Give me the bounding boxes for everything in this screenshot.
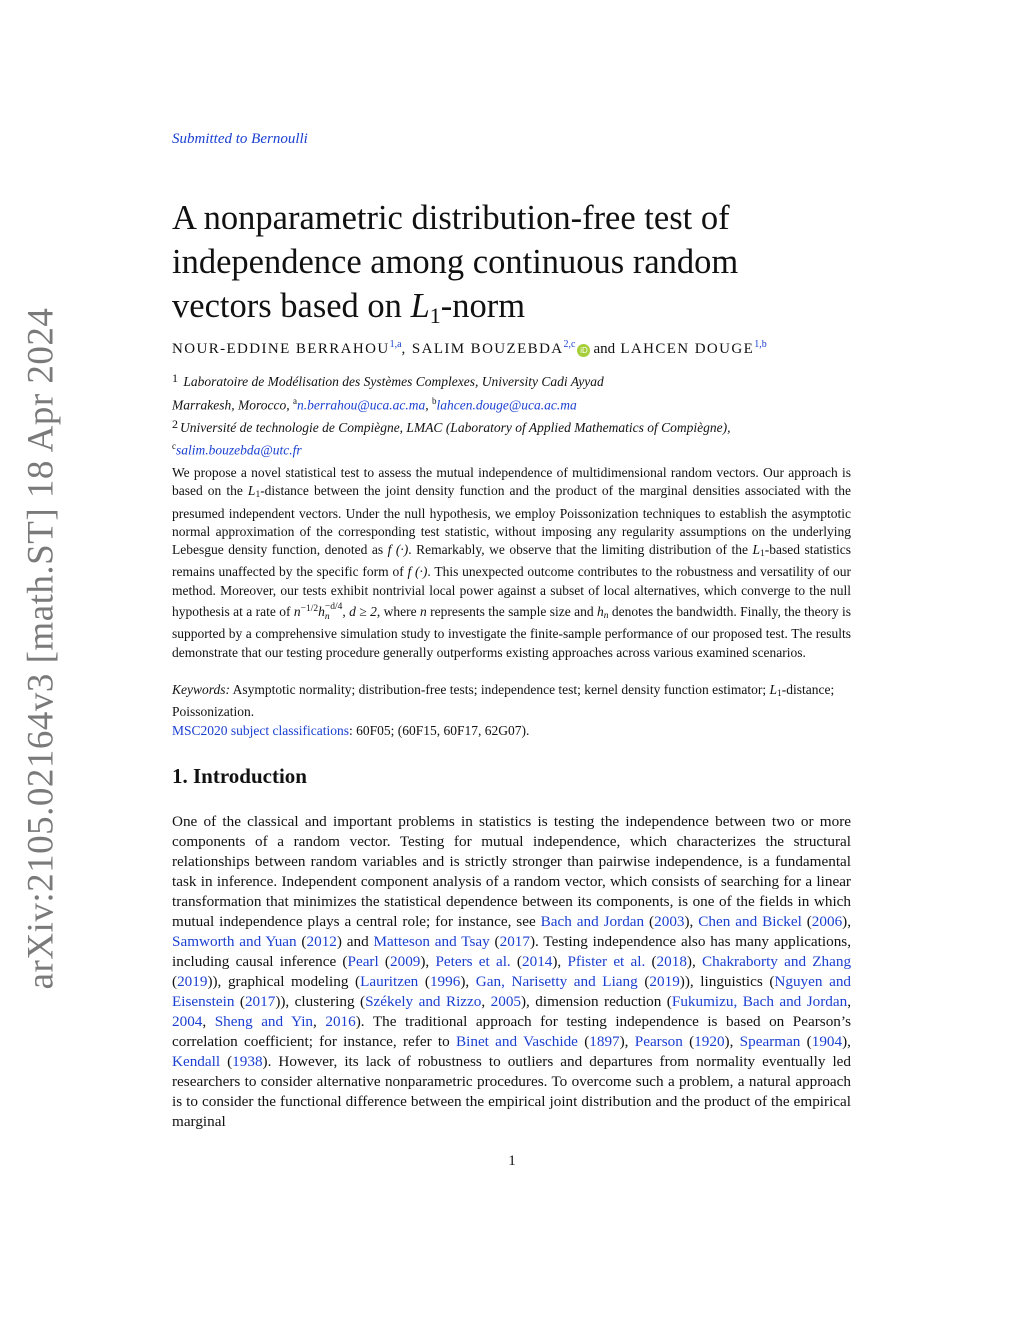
citation-link[interactable]: Székely and Rizzo xyxy=(365,993,482,1010)
math-subscript: n xyxy=(324,612,330,623)
citation-link[interactable]: Binet and Vaschide xyxy=(456,1033,578,1050)
affiliation-1-cont: Marrakesh, Morocco, $^a$n.berrahou@uca.ac.ma, $^b$lahcen.douge@uca.ac.ma xyxy=(172,395,577,412)
keywords-label: Keywords: xyxy=(172,682,230,697)
title-line-1: A nonparametric distribution-free test of xyxy=(172,199,730,237)
keywords-line xyxy=(172,681,852,722)
citation-year-link[interactable]: 2012 xyxy=(306,933,337,950)
citation-year-link[interactable]: 2009 xyxy=(390,953,421,970)
citation-link[interactable]: Spearman xyxy=(739,1033,801,1050)
body-text: and xyxy=(341,933,374,950)
citation-link[interactable]: Nguyen and Eisenstein xyxy=(172,973,852,1010)
abstract-text: denotes the bandwidth. Finally, the theory is supported by a comprehensive simulation study to investigate the finite-sample performance of our proposed test. The results demonstrate that our testing procedure generally outperforms existing approaches across various examined scenarios. xyxy=(172,604,851,660)
email-douge-link[interactable]: lahcen.douge@uca.ac.ma xyxy=(436,397,577,412)
email-bouzebda-link[interactable]: salim.bouzebda@utc.fr xyxy=(176,442,302,458)
citation-link[interactable]: Pfister et al. xyxy=(567,953,646,970)
title-line-3-post: -norm xyxy=(440,287,526,325)
author-bouzebda: SALIM BOUZEBDA xyxy=(411,341,564,357)
affil-1-number: 1 xyxy=(172,371,178,385)
submitted-to-link[interactable]: Submitted to Bernoulli xyxy=(172,131,308,147)
keywords-text: -distance; Poissonization. xyxy=(172,682,835,720)
body-text: Testing independence also has many applications, including causal inference ( xyxy=(172,933,852,970)
body-text: ), dimension reduction ( xyxy=(521,993,672,1010)
email-berrahou-link[interactable]: n.berrahou@uca.ac.ma xyxy=(296,397,426,412)
citation-year-link[interactable]: 2017 xyxy=(244,993,276,1010)
introduction-body xyxy=(172,812,851,1132)
msc-line xyxy=(172,722,852,740)
math-h: h xyxy=(318,604,325,620)
math-subscript: n xyxy=(603,611,609,622)
abstract-text: . Remarkably, we observe that the limiting distribution of the xyxy=(408,542,753,558)
affiliation-2 xyxy=(172,415,731,438)
body-text: . However, its lack of robustness to outliers and departures from normality eventually led researchers to consider alternative nonparametric procedures. To overcome such a problem, a natural approach is to consider the functional difference between the empirical joint distribution and the product of the empirical marginal xyxy=(172,1053,851,1130)
author-bouzebda-affil-link[interactable]: 2,c xyxy=(563,339,576,350)
citation-link[interactable]: Pearl xyxy=(347,953,379,970)
math-f: f (·) xyxy=(387,542,409,558)
author-douge-affil-link[interactable]: 1,b xyxy=(754,339,767,350)
body-text: ), linguistics ( xyxy=(684,973,775,990)
math-h: h xyxy=(596,604,604,620)
citation-year-link[interactable]: 2018 xyxy=(656,953,687,970)
citation-year-link[interactable]: 2003 xyxy=(654,913,685,930)
citation-link[interactable]: Pearson xyxy=(634,1033,683,1050)
abstract-text: We propose a novel statistical test to assess the mutual independence of multidimensional random vectors. Our approach is based on the xyxy=(172,465,851,499)
affil-1-location: Marrakesh, Morocco, xyxy=(172,397,293,412)
body-text: ). The traditional approach for testing independence is based on Pearson’s correlation coefficient; for instance, refer to xyxy=(172,1013,852,1050)
math-subscript: 1 xyxy=(255,490,261,501)
affiliations xyxy=(172,369,731,460)
introduction-paragraph: One of the classical and important problems in statistics is testing the independence between two or more components of a random vector. Testing for mutual independence, which characterizes the structural relationships between random variables and is strictly stronger than pairwise independence, is a fundamental task in inference. Independent component analysis of a random vector, which consists of searching for a linear transformation that minimizes the statistical dependence between its components, is one of the fields in which mutual independence plays a central role; for instance, see Bach and Jordan (2003), Chen and Bickel (2006), Samworth and Yuan (2012) and Matteson and Tsay (2017). Testing independence also has many applications, including causal inference (Pearl (2009), Peters et al. (2014), Pfister et al. (2018), Chakraborty and Zhang (2019)), graphical modeling (Lauritzen (1996), Gan, Narisetty and Liang (2019)), linguistics (Nguyen and Eisenstein (2017)), clustering (Székely and Rizzo, 2005), dimension reduction (Fukumizu, Bach and Jordan, 2004, Sheng and Yin, 2016). The traditional approach for testing independence is based on Pearson’s correlation coefficient; for instance, refer to Binet and Vaschide (1897), Pearson (1920), Spearman (1904), Kendall (1938). However, its lack of robustness to outliers and departures from normality eventually led researchers to consider alternative nonparametric procedures. To overcome such a problem, a natural approach is to consider the functional difference between the empirical joint distribution and the product of the empirical marginal xyxy=(172,813,852,1130)
arxiv-id: arXiv:2105.02164v3 [math.ST] 18 Apr 2024 xyxy=(20,307,62,989)
citation-year-link[interactable]: 2019 xyxy=(177,973,208,990)
body-text: ), clustering ( xyxy=(280,993,366,1010)
email-a-marker: a xyxy=(292,395,297,406)
affil-2-text: Université de technologie de Compiègne, LMAC (Laboratory of Applied Mathematics of Compiègne), xyxy=(180,419,731,435)
keywords-text: Asymptotic normality; distribution-free tests; independence test; kernel density function estimator; xyxy=(230,682,770,697)
msc-codes: : 60F05; (60F15, 60F17, 62G07). xyxy=(348,722,530,738)
math-subscript: 1 xyxy=(760,549,765,560)
math-n: n xyxy=(419,604,427,620)
body-text: One of the classical and important problems in statistics is testing the independence between two or more components of a random vector. Testing for mutual independence, which characterizes the structural relationships between random variables and is strictly stronger than pairwise independence, is a fundamental task in inference. Independent component analysis of a random vector, which consists of searching for a linear transformation that minimizes the statistical dependence between its components, is one of the fields in which mutual independence plays a central role; for instance, see xyxy=(172,813,851,930)
author-and: and xyxy=(593,341,616,357)
affil-1-text: Laboratoire de Modélisation des Systèmes Complexes, University Cadi Ayyad xyxy=(183,374,604,389)
email-c-marker: c xyxy=(172,441,176,451)
citation-link[interactable]: Matteson and Tsay xyxy=(373,933,490,950)
math-exponent: −d/4 xyxy=(324,602,343,613)
email-b-marker: b xyxy=(432,395,437,406)
paper-title xyxy=(172,196,872,338)
affil-2-number: 2 xyxy=(172,416,178,431)
citation-link[interactable]: Samworth and Yuan xyxy=(172,933,297,950)
math-L: L xyxy=(247,483,256,499)
citation-link[interactable]: Chen and Bickel xyxy=(698,913,802,930)
keywords-block xyxy=(172,681,852,740)
title-L: L xyxy=(410,287,430,325)
abstract-text: represents the sample size and xyxy=(426,604,597,620)
abstract-paragraph xyxy=(172,464,851,662)
section-heading-introduction: 1. Introduction xyxy=(172,764,307,788)
citation-link[interactable]: Peters et al. xyxy=(435,953,511,970)
abstract-text: , xyxy=(342,604,350,620)
citation-year-link[interactable]: 2017 xyxy=(499,933,530,950)
citation-year-link[interactable]: 1996 xyxy=(429,973,461,990)
citation-year-link[interactable]: 2005 xyxy=(490,993,521,1010)
abstract-text: -distance between the joint density function and the product of the marginal densities associated with the presumed independent vectors. Under the null hypothesis, we employ Poissonization techniques to establish the asymptotic normal approximation of the corresponding test statistic, without imposing any regularity assumptions on the underlying Lebesgue density function, denoted as xyxy=(172,483,851,558)
citation-year-link[interactable]: 1938 xyxy=(232,1053,263,1070)
citation-year-link[interactable]: 1904 xyxy=(811,1033,843,1050)
abstract-text: . This unexpected outcome contributes to the robustness and versatility of our method. Moreover, our tests exhibit nontrivial local power against a subset of local alternatives, which converge to the null hypothesis at a rate of xyxy=(172,564,851,620)
math-d-condition: d ≥ 2 xyxy=(349,604,377,620)
math-f: f (·) xyxy=(407,564,428,580)
abstract-text: -based statistics remains unaffected by the specific form of xyxy=(172,542,851,580)
math-subscript: 1 xyxy=(777,689,782,699)
citation-year-link[interactable]: 2019 xyxy=(649,973,680,990)
citation-link[interactable]: Bach and Jordan xyxy=(540,913,645,930)
citation-year-link[interactable]: 2006 xyxy=(811,913,843,930)
math-exponent: −1/2 xyxy=(300,604,319,615)
citation-link[interactable]: Chakraborty and Zhang xyxy=(701,953,852,970)
author-berrahou: NOUR-EDDINE BERRAHOU xyxy=(172,341,390,357)
math-L: L xyxy=(752,542,760,558)
title-line-3-pre: vectors based on xyxy=(172,287,411,325)
citation-year-link[interactable]: 2014 xyxy=(522,953,553,970)
author-douge: LAHCEN DOUGE xyxy=(620,341,755,357)
abstract-text: , where xyxy=(376,604,420,620)
body-text: ), graphical modeling ( xyxy=(212,973,361,990)
affiliation-1 xyxy=(172,369,731,392)
citation-link[interactable]: Lauritzen xyxy=(360,973,419,990)
orcid-icon[interactable]: iD xyxy=(577,344,590,357)
msc-classification-link[interactable]: MSC2020 subject classifications xyxy=(172,722,349,738)
citation-year-link[interactable]: 1920 xyxy=(694,1033,725,1050)
author-berrahou-affil-link[interactable]: 1,a xyxy=(389,339,402,350)
abstract xyxy=(172,464,851,662)
citation-link[interactable]: Kendall xyxy=(172,1053,221,1070)
math-L: L xyxy=(769,682,778,697)
citation-year-link[interactable]: 1897 xyxy=(589,1033,620,1050)
author-list: NOUR-EDDINE BERRAHOU$^{1,a}$, SALIM BOUZEBDA$^{2,c}$iD and LAHCEN DOUGE$^{1,b}$ xyxy=(172,339,767,357)
arxiv-sidebar-stamp xyxy=(8,307,74,989)
title-line-2: independence among continuous random xyxy=(172,243,739,281)
citation-link[interactable]: Sheng and Yin xyxy=(214,1013,314,1030)
math-n: n xyxy=(293,604,301,620)
citation-year-link[interactable]: 2016 xyxy=(325,1013,356,1030)
title-subscript: 1 xyxy=(429,303,441,328)
citation-link[interactable]: Fukumizu, Bach and Jordan xyxy=(671,993,848,1010)
page-number: 1 xyxy=(508,1153,516,1169)
citation-link[interactable]: Gan, Narisetty and Liang xyxy=(475,973,638,990)
affiliation-2-cont xyxy=(172,437,731,460)
citation-year-link[interactable]: 2004 xyxy=(172,1013,203,1030)
math-h-scripts xyxy=(325,602,343,622)
